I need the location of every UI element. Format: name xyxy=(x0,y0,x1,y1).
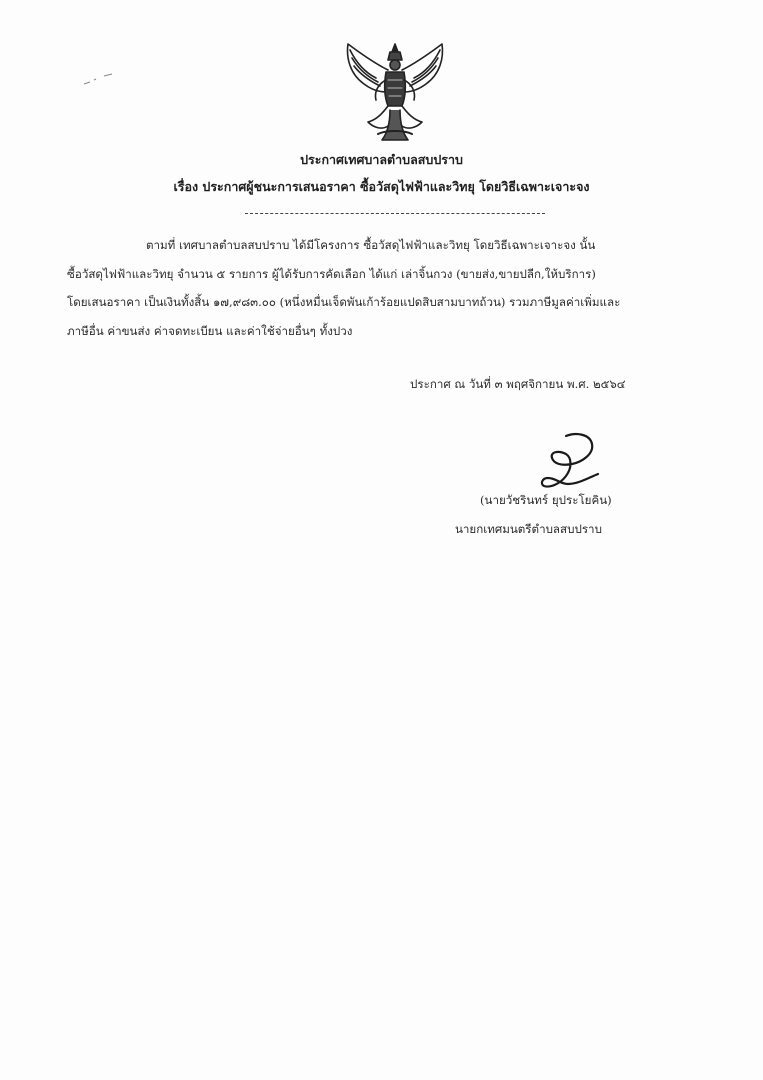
body-line-3: โดยเสนอราคา เป็นเงินทั้งสิ้น ๑๗,๙๘๓.๐๐ (หนึ่งหมื่นเจ็ดพันเก้าร้อยแปดสิบสามบาทถ้วน) รวมภาษีมูลค่าเพิ่มและ xyxy=(67,295,621,309)
page-title: ประกาศเทศบาลตำบลสบปราบ xyxy=(300,152,463,167)
body-line-4: ภาษีอื่น ค่าขนส่ง ค่าจดทะเบียน และค่าใช้จ่ายอื่นๆ ทั้งปวง xyxy=(67,324,353,338)
subject-line: เรื่อง ประกาศผู้ชนะการเสนอราคา ซื้อวัสดุไฟฟ้าและวิทยุ โดยวิธีเฉพาะเจาะจง xyxy=(173,179,590,194)
garuda-emblem-icon xyxy=(342,40,448,144)
body-line-2: ซื้อวัสดุไฟฟ้าและวิทยุ จำนวน ๕ รายการ ผู้ได้รับการคัดเลือก ได้แก่ เล่าจิ้นกวง (ขายส่ง,ขายปลีก,ให้บริการ) xyxy=(67,267,596,281)
announcement-date: ประกาศ ณ วันที่ ๓ พฤศจิกายน พ.ศ. ๒๕๖๔ xyxy=(410,377,626,391)
divider xyxy=(245,213,545,214)
body-line-1: ตามที่ เทศบาลตำบลสบปราบ ได้มีโครงการ ซื้อวัสดุไฟฟ้าและวิทยุ โดยวิธีเฉพาะเจาะจง นั้น xyxy=(146,238,596,252)
handwritten-signature xyxy=(532,428,610,494)
scan-speck xyxy=(82,70,122,90)
signatory-position: นายกเทศมนตรีตำบลสบปราบ xyxy=(455,522,602,536)
signatory-name: (นายวัชรินทร์ ยุประโยคิน) xyxy=(480,493,612,507)
